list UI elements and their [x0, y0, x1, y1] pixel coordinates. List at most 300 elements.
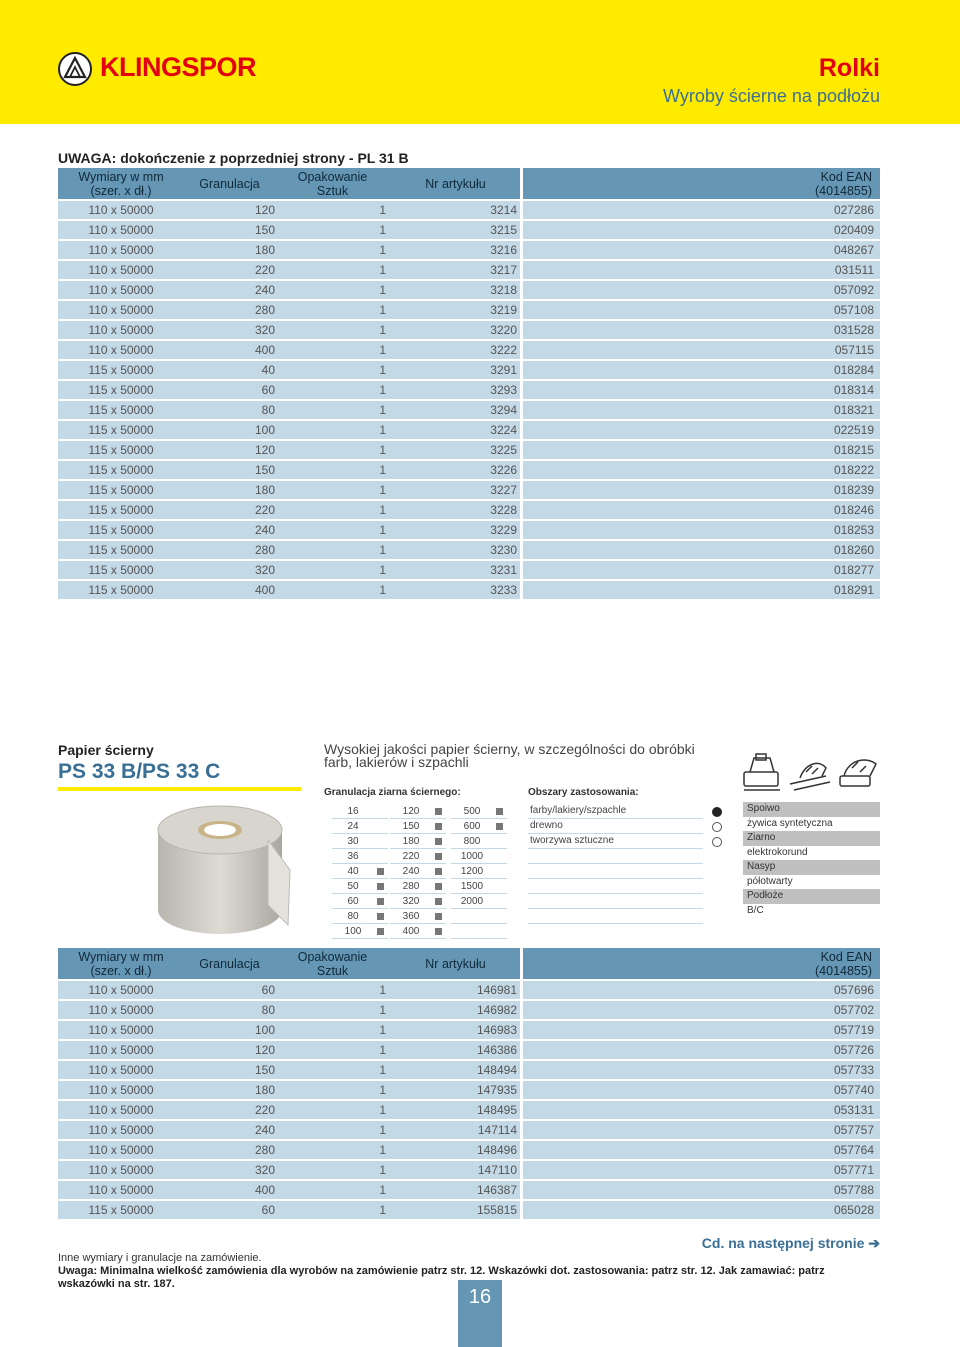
cell-grit: 240 [184, 521, 279, 539]
application-row: tworzywa sztuczne [528, 834, 703, 849]
table-row [58, 401, 880, 419]
cell-ean: 057108 [688, 301, 880, 319]
cell-pack: 1 [279, 1161, 394, 1179]
grit-available-marker [377, 868, 384, 875]
cell-ean: 018277 [688, 561, 880, 579]
cell-pack: 1 [279, 1041, 394, 1059]
spec-value: półotwarty [747, 875, 793, 887]
grit-value: 150 [402, 821, 420, 832]
table-row [58, 261, 880, 279]
cell-ean: 027286 [688, 201, 880, 219]
cell-grit: 280 [184, 301, 279, 319]
cell-article-nr: 146983 [394, 1021, 520, 1039]
application-row: drewno [528, 819, 703, 834]
cell-pack: 1 [279, 1121, 394, 1139]
table-header-row [58, 948, 880, 979]
hand-sanding-icon-2 [840, 760, 876, 786]
cell-dimensions: 115 x 50000 [58, 561, 184, 579]
cell-empty [523, 1181, 688, 1199]
header-grit-line: Granulacja [199, 176, 260, 191]
grit-value: 50 [347, 881, 359, 892]
cell-ean: 057757 [688, 1121, 880, 1139]
grit-value: 180 [402, 836, 420, 847]
grit-value: 30 [347, 836, 359, 847]
header-dimensions-line: (szer. x dł.) [90, 183, 152, 198]
cell-empty [523, 1101, 688, 1119]
grit-available-marker [496, 808, 503, 815]
header-pack-line: Sztuk [316, 963, 349, 978]
cell-dimensions: 110 x 50000 [58, 981, 184, 999]
grit-cell [390, 879, 446, 894]
grit-value: 320 [402, 896, 420, 907]
grit-value: 80 [347, 911, 359, 922]
cell-dimensions: 110 x 50000 [58, 321, 184, 339]
grit-cell [451, 834, 507, 849]
table-header-row [58, 168, 880, 199]
cell-article-nr: 3224 [394, 421, 520, 439]
cell-article-nr: 3231 [394, 561, 520, 579]
grit-cell [332, 819, 388, 834]
cell-dimensions: 110 x 50000 [58, 201, 184, 219]
spec-list [743, 802, 880, 918]
grit-cell [390, 864, 446, 879]
cell-dimensions: 110 x 50000 [58, 1081, 184, 1099]
cell-pack: 1 [279, 461, 394, 479]
cell-article-nr: 3222 [394, 341, 520, 359]
cell-empty [523, 241, 688, 259]
table-row [58, 541, 880, 559]
cell-article-nr: 146981 [394, 981, 520, 999]
grit-value: 2000 [460, 896, 484, 907]
cell-article-nr: 3215 [394, 221, 520, 239]
cell-grit: 220 [184, 501, 279, 519]
grit-available-marker [435, 898, 442, 905]
cell-pack: 1 [279, 581, 394, 599]
cell-grit: 60 [184, 1201, 279, 1219]
table-row [58, 581, 880, 599]
cell-dimensions: 110 x 50000 [58, 1061, 184, 1079]
table-row [58, 321, 880, 339]
header-empty [523, 168, 688, 199]
header-pack-line: Opakowanie [297, 949, 368, 964]
cell-grit: 320 [184, 1161, 279, 1179]
grit-value: 400 [402, 926, 420, 937]
header-dimensions-line: (szer. x dł.) [90, 963, 152, 978]
applications-list [528, 804, 703, 924]
table-row [58, 441, 880, 459]
cell-grit: 320 [184, 561, 279, 579]
grit-column [451, 804, 507, 939]
cell-article-nr: 3291 [394, 361, 520, 379]
application-row [528, 909, 703, 924]
header-ean-line: Kod EAN [820, 169, 872, 184]
grit-cell [451, 879, 507, 894]
cell-grit: 240 [184, 281, 279, 299]
grit-value: 16 [347, 806, 359, 817]
suitable-marker [712, 837, 722, 847]
grit-cell [390, 804, 446, 819]
cell-grit: 280 [184, 541, 279, 559]
header-article-nr-line: Nr artykułu [425, 956, 486, 971]
cell-dimensions: 110 x 50000 [58, 1041, 184, 1059]
cell-pack: 1 [279, 1021, 394, 1039]
header-grit [184, 948, 279, 979]
grit-value: 1000 [460, 851, 484, 862]
cell-ean: 065028 [688, 1201, 880, 1219]
cell-ean: 057696 [688, 981, 880, 999]
sander-icon [744, 754, 780, 790]
grit-title: Granulacja ziarna ściernego: [324, 787, 461, 798]
header-grit [184, 168, 279, 199]
header-dimensions [58, 168, 184, 199]
klingspor-logo-icon [58, 52, 92, 86]
grit-available-marker [435, 883, 442, 890]
cell-empty [523, 261, 688, 279]
header-article-nr [394, 168, 520, 199]
page-title: Rolki [818, 54, 880, 82]
grit-available-marker [435, 823, 442, 830]
grit-cell [390, 894, 446, 909]
product-title: Papier ścierny [58, 742, 154, 758]
cell-empty [523, 501, 688, 519]
table-row [58, 1181, 880, 1199]
cell-empty [523, 1021, 688, 1039]
cell-ean: 057115 [688, 341, 880, 359]
grit-cell [451, 909, 507, 924]
cell-empty [523, 981, 688, 999]
cell-empty [523, 201, 688, 219]
cell-ean: 057733 [688, 1061, 880, 1079]
spec-value: elektrokorund [747, 846, 808, 858]
header-pack-line: Sztuk [316, 183, 349, 198]
grit-value: 1500 [460, 881, 484, 892]
cell-pack: 1 [279, 1001, 394, 1019]
cell-empty [523, 521, 688, 539]
cell-article-nr: 3294 [394, 401, 520, 419]
header-ean-line: (4014855) [815, 963, 872, 978]
cell-pack: 1 [279, 261, 394, 279]
continued-note: Cd. na następnej stronie ➔ [701, 1235, 880, 1251]
spec-heading: Podłoże [743, 889, 880, 904]
cell-dimensions: 115 x 50000 [58, 501, 184, 519]
application-row [528, 879, 703, 894]
cell-dimensions: 115 x 50000 [58, 381, 184, 399]
grit-available-marker [435, 913, 442, 920]
cell-pack: 1 [279, 201, 394, 219]
cell-dimensions: 110 x 50000 [58, 1001, 184, 1019]
cell-empty [523, 1061, 688, 1079]
cell-empty [523, 1121, 688, 1139]
cell-ean: 057740 [688, 1081, 880, 1099]
grit-available-marker [435, 928, 442, 935]
grit-available-marker [435, 868, 442, 875]
cell-ean: 057702 [688, 1001, 880, 1019]
cell-grit: 150 [184, 1061, 279, 1079]
application-row [528, 864, 703, 879]
table-row [58, 241, 880, 259]
grit-column [390, 804, 446, 939]
cell-article-nr: 148496 [394, 1141, 520, 1159]
cell-pack: 1 [279, 301, 394, 319]
grit-cell [332, 834, 388, 849]
grit-cell [451, 804, 507, 819]
grit-value: 24 [347, 821, 359, 832]
page-number: 16 [458, 1280, 502, 1347]
grit-cell [332, 909, 388, 924]
product-code: PS 33 B/PS 33 C [58, 760, 221, 783]
grit-cell [332, 924, 388, 939]
cell-dimensions: 110 x 50000 [58, 261, 184, 279]
table-row [58, 1101, 880, 1119]
table-row [58, 1041, 880, 1059]
cell-pack: 1 [279, 981, 394, 999]
header-pack [279, 948, 394, 979]
cell-dimensions: 110 x 50000 [58, 301, 184, 319]
cell-ean: 031528 [688, 321, 880, 339]
cell-grit: 400 [184, 1181, 279, 1199]
grit-cell [332, 894, 388, 909]
cell-empty [523, 1081, 688, 1099]
grit-value: 36 [347, 851, 359, 862]
table-row [58, 281, 880, 299]
grit-value: 280 [402, 881, 420, 892]
cell-pack: 1 [279, 421, 394, 439]
cell-grit: 280 [184, 1141, 279, 1159]
grit-cell [390, 924, 446, 939]
header-empty [523, 948, 688, 979]
cell-empty [523, 301, 688, 319]
cell-article-nr: 3230 [394, 541, 520, 559]
grit-available-marker [496, 823, 503, 830]
cell-article-nr: 3233 [394, 581, 520, 599]
grit-value: 800 [463, 836, 481, 847]
cell-pack: 1 [279, 401, 394, 419]
table-body [58, 981, 880, 1219]
cell-ean: 018284 [688, 361, 880, 379]
header-article-nr [394, 948, 520, 979]
cell-ean: 022519 [688, 421, 880, 439]
grit-available-marker [377, 928, 384, 935]
cell-pack: 1 [279, 541, 394, 559]
header-ean [688, 168, 880, 199]
cell-dimensions: 115 x 50000 [58, 461, 184, 479]
cell-article-nr: 3216 [394, 241, 520, 259]
cell-ean: 018253 [688, 521, 880, 539]
header-dimensions-line: Wymiary w mm [78, 949, 164, 964]
table-row [58, 501, 880, 519]
cell-dimensions: 110 x 50000 [58, 281, 184, 299]
cell-ean: 020409 [688, 221, 880, 239]
cell-empty [523, 281, 688, 299]
cell-pack: 1 [279, 441, 394, 459]
application-row [528, 894, 703, 909]
cell-ean: 031511 [688, 261, 880, 279]
header-article-nr-line: Nr artykułu [425, 176, 486, 191]
cell-empty [523, 1161, 688, 1179]
cell-empty [523, 441, 688, 459]
cell-pack: 1 [279, 361, 394, 379]
grit-column [332, 804, 388, 939]
cell-empty [523, 381, 688, 399]
cell-article-nr: 3217 [394, 261, 520, 279]
cell-dimensions: 115 x 50000 [58, 401, 184, 419]
cell-ean: 048267 [688, 241, 880, 259]
table-row [58, 521, 880, 539]
cell-pack: 1 [279, 1081, 394, 1099]
cell-ean: 018321 [688, 401, 880, 419]
cell-grit: 320 [184, 321, 279, 339]
grit-cell [332, 879, 388, 894]
cell-grit: 120 [184, 201, 279, 219]
spec-heading: Spoiwo [743, 802, 880, 817]
cell-grit: 180 [184, 241, 279, 259]
cell-empty [523, 581, 688, 599]
header-ean-line: (4014855) [815, 183, 872, 198]
cell-article-nr: 3226 [394, 461, 520, 479]
cell-pack: 1 [279, 1141, 394, 1159]
cell-grit: 100 [184, 1021, 279, 1039]
cell-dimensions: 110 x 50000 [58, 1021, 184, 1039]
brand-name: KLINGSPOR [100, 52, 257, 82]
cell-pack: 1 [279, 1181, 394, 1199]
cell-pack: 1 [279, 561, 394, 579]
cell-empty [523, 221, 688, 239]
cell-grit: 60 [184, 981, 279, 999]
cell-grit: 120 [184, 441, 279, 459]
cell-article-nr: 3227 [394, 481, 520, 499]
grit-available-marker [377, 883, 384, 890]
cell-ean: 018260 [688, 541, 880, 559]
grit-value: 600 [463, 821, 481, 832]
grit-cell [332, 804, 388, 819]
cell-article-nr: 3228 [394, 501, 520, 519]
cell-pack: 1 [279, 321, 394, 339]
cell-grit: 400 [184, 341, 279, 359]
cell-empty [523, 461, 688, 479]
cell-article-nr: 147935 [394, 1081, 520, 1099]
grit-cell [332, 849, 388, 864]
continuation-note: UWAGA: dokończenie z poprzedniej strony - PL 31 B [58, 150, 409, 166]
hand-sanding-icon-1 [790, 763, 830, 790]
cell-article-nr: 148494 [394, 1061, 520, 1079]
footer-note-1: Inne wymiary i granulacje na zamówienie. [58, 1252, 262, 1264]
header-pack [279, 168, 394, 199]
spec-heading: Nasyp [743, 860, 880, 875]
grit-value: 100 [344, 926, 362, 937]
cell-ean: 057788 [688, 1181, 880, 1199]
cell-ean: 018222 [688, 461, 880, 479]
cell-article-nr: 148495 [394, 1101, 520, 1119]
grit-cell [451, 849, 507, 864]
table-row [58, 1081, 880, 1099]
table-row [58, 1141, 880, 1159]
grit-value: 40 [347, 866, 359, 877]
cell-empty [523, 561, 688, 579]
cell-empty [523, 1041, 688, 1059]
cell-grit: 180 [184, 1081, 279, 1099]
page-header [0, 0, 960, 124]
cell-article-nr: 147110 [394, 1161, 520, 1179]
cell-empty [523, 341, 688, 359]
cell-ean: 018215 [688, 441, 880, 459]
cell-grit: 220 [184, 1101, 279, 1119]
cell-empty [523, 401, 688, 419]
grit-cell [390, 909, 446, 924]
table-row [58, 981, 880, 999]
cell-pack: 1 [279, 1201, 394, 1219]
cell-dimensions: 115 x 50000 [58, 521, 184, 539]
cell-empty [523, 421, 688, 439]
grit-cell [451, 924, 507, 939]
cell-ean: 057726 [688, 1041, 880, 1059]
table-row [58, 561, 880, 579]
application-row: farby/lakiery/szpachle [528, 804, 703, 819]
table-row [58, 221, 880, 239]
cell-grit: 150 [184, 221, 279, 239]
cell-article-nr: 146386 [394, 1041, 520, 1059]
cell-dimensions: 110 x 50000 [58, 221, 184, 239]
table-row [58, 481, 880, 499]
cell-article-nr: 3218 [394, 281, 520, 299]
page-subtitle: Wyroby ścierne na podłożu [663, 86, 880, 106]
cell-grit: 60 [184, 381, 279, 399]
cell-article-nr: 147114 [394, 1121, 520, 1139]
cell-pack: 1 [279, 481, 394, 499]
table-body [58, 201, 880, 599]
cell-empty [523, 361, 688, 379]
grit-cell [332, 864, 388, 879]
table-row [58, 1061, 880, 1079]
cell-grit: 40 [184, 361, 279, 379]
cell-dimensions: 110 x 50000 [58, 1141, 184, 1159]
grit-cell [390, 849, 446, 864]
cell-grit: 80 [184, 1001, 279, 1019]
sandpaper-roll-image [150, 800, 300, 940]
cell-empty [523, 1201, 688, 1219]
cell-dimensions: 110 x 50000 [58, 1181, 184, 1199]
cell-dimensions: 115 x 50000 [58, 541, 184, 559]
cell-dimensions: 115 x 50000 [58, 361, 184, 379]
yellow-underline [58, 787, 301, 791]
cell-pack: 1 [279, 1101, 394, 1119]
grit-available-marker [435, 853, 442, 860]
table-row [58, 1201, 880, 1219]
cell-pack: 1 [279, 501, 394, 519]
cell-article-nr: 155815 [394, 1201, 520, 1219]
cell-empty [523, 481, 688, 499]
cell-ean: 057764 [688, 1141, 880, 1159]
grit-value: 500 [463, 806, 481, 817]
table-row [58, 1001, 880, 1019]
cell-ean: 018291 [688, 581, 880, 599]
cell-grit: 100 [184, 421, 279, 439]
cell-pack: 1 [279, 381, 394, 399]
table-row [58, 1121, 880, 1139]
table-row [58, 361, 880, 379]
cell-dimensions: 115 x 50000 [58, 581, 184, 599]
cell-pack: 1 [279, 281, 394, 299]
header-dimensions-line: Wymiary w mm [78, 169, 164, 184]
cell-empty [523, 1001, 688, 1019]
grit-value: 120 [402, 806, 420, 817]
table-row [58, 301, 880, 319]
grit-value: 1200 [460, 866, 484, 877]
cell-pack: 1 [279, 241, 394, 259]
spec-heading: Ziarno [743, 831, 880, 846]
grit-value: 220 [402, 851, 420, 862]
product-description: Wysokiej jakości papier ścierny, w szczególności do obróbki farb, lakierów i szpachli [324, 741, 695, 770]
cell-ean: 053131 [688, 1101, 880, 1119]
